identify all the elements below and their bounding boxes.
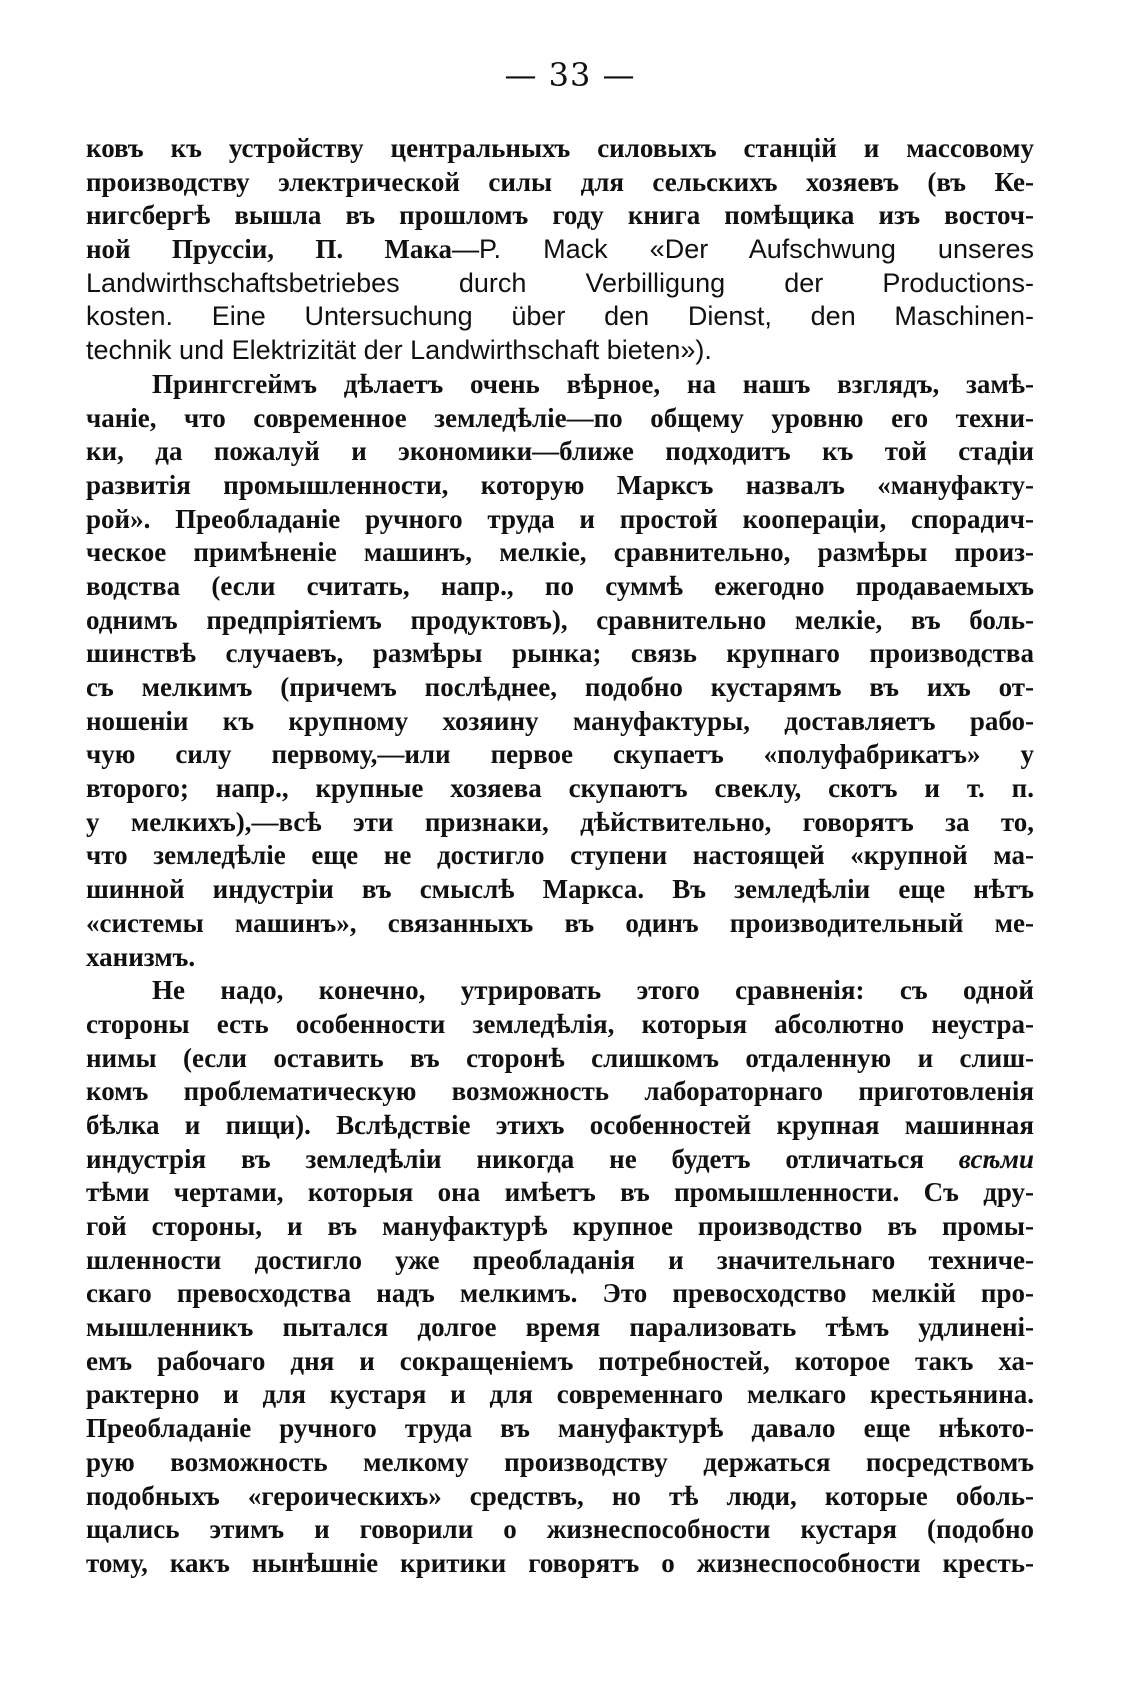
text-line: емъ рабочаго дня и сокращеніемъ потребностей, которое такъ ха-: [86, 1345, 1034, 1376]
text-line: щались этимъ и говорили о жизнеспособности кустаря (подобно: [86, 1514, 1034, 1545]
text-line: kosten. Eine Untersuchung über den Dienst, den Maschinen-: [86, 301, 1034, 332]
text-line: нимы (если оставить въ сторонѣ слишкомъ отдаленную и слиш-: [86, 1042, 1034, 1073]
text-line: что земледѣліе еще не достигло ступени настоящей «крупной ма-: [86, 840, 1034, 871]
text-line: ковъ къ устройству центральныхъ силовыхъ станцій и массовому: [86, 133, 1034, 163]
text-run-cyrillic: ной Пруссіи, П. Мака—: [86, 234, 480, 265]
text-line: бѣлка и пищи). Вслѣдствіе этихъ особенностей крупная машинная: [86, 1109, 1034, 1140]
text-line: Прингсгеймъ дѣлаетъ очень вѣрное, на нашъ взглядъ, замѣ-: [152, 368, 1034, 399]
text-line: комъ проблематическую возможность лабораторнаго приготовленія: [86, 1076, 1034, 1107]
text-line: ческое примѣненіе машинъ, мелкіе, сравнительно, размѣры произ-: [86, 537, 1034, 568]
text-line: тому, какъ нынѣшніе критики говорятъ о жизнеспособности кресть-: [86, 1547, 1034, 1578]
text-line: стороны есть особенности земледѣлія, которыя абсолютно неустра-: [86, 1008, 1034, 1039]
text-line: ношеніи къ крупному хозяину мануфактуры, доставляетъ рабо-: [86, 705, 1034, 736]
text-line: гой стороны, и въ мануфактурѣ крупное производство въ промы-: [86, 1211, 1034, 1241]
text-line: подобныхъ «героическихъ» средствъ, но тѣ люди, которые оболь-: [86, 1480, 1034, 1511]
text-line: чаніе, что современное земледѣліе—по общему уровню его техни-: [86, 402, 1034, 433]
text-run: индустрія въ земледѣліи никогда не будетъ отличаться: [86, 1143, 959, 1174]
text-line: водства (если считать, напр., по суммѣ ежегодно продаваемыхъ: [86, 570, 1034, 601]
text-line: шленности достигло уже преобладанія и значительнаго техниче-: [86, 1244, 1034, 1275]
text-line: technik und Elektrizität der Landwirthschaft bieten»).: [86, 335, 712, 366]
text-line: однимъ предпріятіемъ продуктовъ), сравнительно мелкіе, въ боль-: [86, 604, 1034, 635]
text-line: второго; напр., крупные хозяева скупаютъ свеклу, скотъ и т. п.: [86, 773, 1034, 804]
body-text: [86, 132, 1034, 1581]
text-line: рактерно и для кустаря и для современнаго мелкаго крестьянина.: [86, 1379, 1034, 1410]
paragraph-p1: [86, 132, 1034, 368]
text-line: рой». Преобладаніе ручного труда и простой коопераціи, спорадич-: [86, 503, 1034, 534]
text-line: шинной индустріи въ смыслѣ Маркса. Въ земледѣліи еще нѣтъ: [86, 874, 1034, 905]
text-line: ханизмъ.: [86, 941, 196, 972]
page-number: — 33 —: [504, 56, 636, 94]
text-line: [86, 1143, 1034, 1177]
text-line: нигсбергѣ вышла въ прошломъ году книга помѣщика изъ восточ-: [86, 200, 1034, 231]
paragraph-p3: [86, 974, 1034, 1580]
text-line: мышленникъ пытался долгое время парализовать тѣмъ удлинені-: [86, 1312, 1034, 1343]
text-line: рую возможность мелкому производству держаться посредствомъ: [86, 1446, 1034, 1477]
text-line: ки, да пожалуй и экономики—ближе подходитъ къ той стадіи: [86, 436, 1034, 467]
text-line: Не надо, конечно, утрировать этого сравненія: съ одной: [152, 975, 1034, 1006]
text-line: Преобладаніе ручного труда въ мануфактурѣ давало еще нѣкото-: [86, 1413, 1034, 1444]
text-line: у мелкихъ),—всѣ эти признаки, дѣйствительно, говорятъ за то,: [86, 806, 1034, 837]
text-line: [86, 233, 1034, 267]
text-run-latin: P. Mack «Der Aufschwung unseres: [479, 234, 1034, 265]
text-line: тѣми чертами, которыя она имѣетъ въ промышленности. Съ дру-: [86, 1177, 1034, 1208]
text-line: развитія промышленности, которую Марксъ назвалъ «мануфакту-: [86, 469, 1034, 500]
text-line: Landwirthschaftsbetriebes durch Verbilligung der Productions-: [86, 267, 1034, 298]
paragraph-p2: [86, 368, 1034, 974]
text-line: производству электрической силы для сельскихъ хозяевъ (въ Ке-: [86, 166, 1034, 197]
text-line: «системы машинъ», связанныхъ въ одинъ производительный ме-: [86, 907, 1034, 938]
text-line: скаго превосходства надъ мелкимъ. Это превосходство мелкій про-: [86, 1278, 1034, 1309]
text-line: съ мелкимъ (причемъ послѣднее, подобно кустарямъ въ ихъ от-: [86, 672, 1034, 702]
emphasized-word: всѣми: [958, 1143, 1034, 1174]
text-line: чую силу первому,—или первое скупаетъ «полуфабрикатъ» у: [86, 739, 1034, 770]
text-line: шинствѣ случаевъ, размѣры рынка; связь крупнаго производства: [86, 638, 1034, 669]
